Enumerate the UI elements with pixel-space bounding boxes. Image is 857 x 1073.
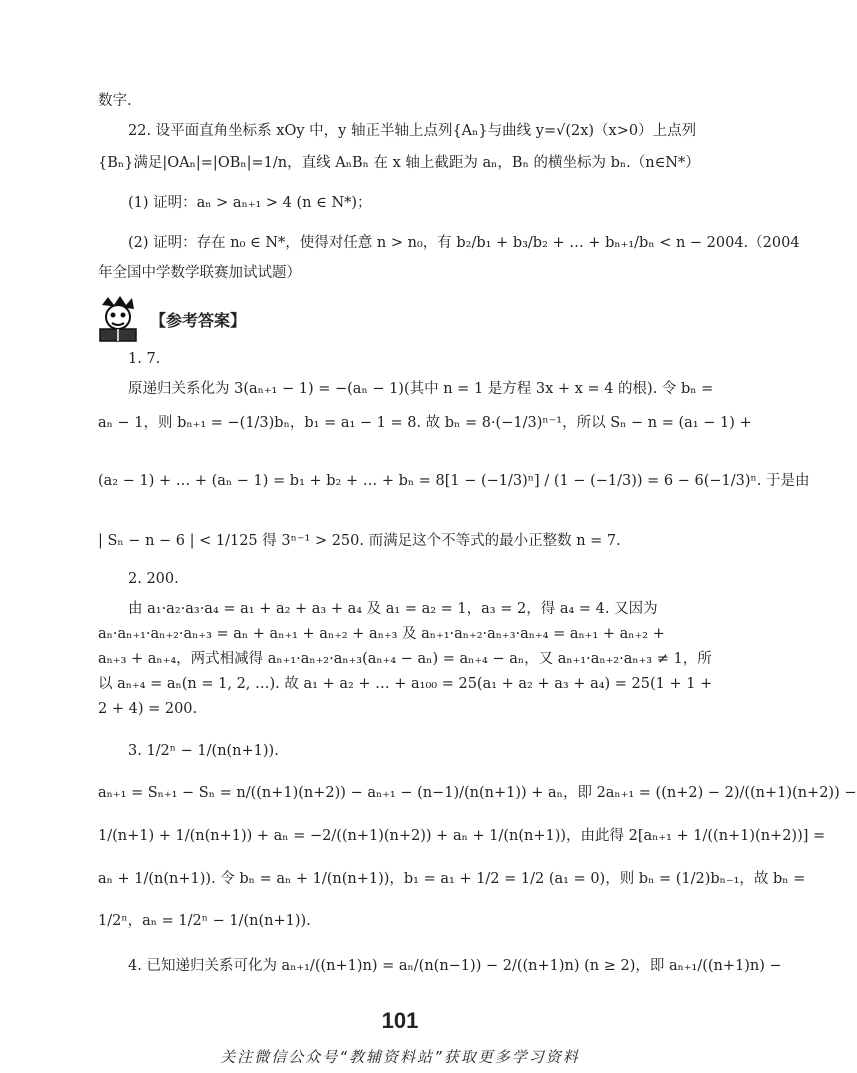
text-line: 数字. <box>98 93 132 109</box>
text-line: aₙ·aₙ₊₁·aₙ₊₂·aₙ₊₃ = aₙ + aₙ₊₁ + aₙ₊₂ + aₙ₊₃ 及 aₙ₊₁·aₙ₊₂·aₙ₊₃·aₙ₊₄ = aₙ₊₁ + aₙ₊₂ + <box>98 626 665 642</box>
text-line: aₙ + 1/(n(n+1)). 令 bₙ = aₙ + 1/(n(n+1))，b₁ = a₁ + 1/2 = 1/2 (a₁ = 0)，则 bₙ = (1/2)bₙ₋₁，故 bₙ = <box>98 871 806 887</box>
page-number: 101 <box>381 1008 419 1033</box>
text-line: aₙ₊₁ = Sₙ₊₁ − Sₙ = n/((n+1)(n+2)) − aₙ₊₁ − (n−1)/(n(n+1)) + aₙ，即 2aₙ₊₁ = ((n+2) − 2)/((n+1)(n+2)) − <box>98 785 857 801</box>
text-line: {Bₙ}满足|OAₙ|=|OBₙ|=1/n，直线 AₙBₙ 在 x 轴上截距为 aₙ，Bₙ 的横坐标为 bₙ.（n∈N*） <box>98 155 700 171</box>
text-line: 2 + 4) = 200. <box>98 701 198 717</box>
text-line: 年全国中学数学联赛加试试题） <box>98 265 301 281</box>
answer-4-line: 4. 已知递归关系可化为 aₙ₊₁/((n+1)n) = aₙ/(n(n−1)) − 2/((n+1)n) (n ≥ 2)，即 aₙ₊₁/((n+1)n) − <box>128 958 782 974</box>
answer-header-label: 【参考答案】 <box>150 310 247 330</box>
footer-watermark: 关注微信公众号“教辅资料站”获取更多学习资料 <box>220 1048 580 1066</box>
text-line: 由 a₁·a₂·a₃·a₄ = a₁ + a₂ + a₃ + a₄ 及 a₁ = a₂ = 1，a₃ = 2，得 a₄ = 4. 又因为 <box>128 601 658 617</box>
answer-2-line: 2. 200. <box>128 571 179 587</box>
text-line: (1) 证明：aₙ > aₙ₊₁ > 4 (n ∈ N*)； <box>128 195 372 211</box>
text-line: 1/2ⁿ，aₙ = 1/2ⁿ − 1/(n(n+1)). <box>98 913 311 929</box>
text-line: aₙ − 1，则 bₙ₊₁ = −(1/3)bₙ，b₁ = a₁ − 1 = 8. 故 bₙ = 8·(−1/3)ⁿ⁻¹，所以 Sₙ − n = (a₁ − 1) + <box>98 415 752 431</box>
problem-22-line: 22. 设平面直角坐标系 xOy 中，y 轴正半轴上点列{Aₙ}与曲线 y=√(2x)（x>0）上点列 <box>128 123 697 139</box>
text-line: 原递归关系化为 3(aₙ₊₁ − 1) = −(aₙ − 1)(其中 n = 1 是方程 3x + x = 4 的根). 令 bₙ = <box>128 381 714 397</box>
text-line: (2) 证明：存在 n₀ ∈ N*，使得对任意 n > n₀，有 b₂/b₁ + b₃/b₂ + … + bₙ₊₁/bₙ < n − 2004.（2004 <box>128 235 800 251</box>
answer-header <box>92 293 392 345</box>
reading-mascot-icon <box>92 293 144 345</box>
text-line: 1/(n+1) + 1/(n(n+1)) + aₙ = −2/((n+1)(n+2)) + aₙ + 1/(n(n+1))，由此得 2[aₙ₊₁ + 1/((n+1)(n+2))] = <box>98 828 826 844</box>
text-line: 以 aₙ₊₄ = aₙ(n = 1, 2, …). 故 a₁ + a₂ + … + a₁₀₀ = 25(a₁ + a₂ + a₃ + a₄) = 25(1 + 1 + <box>98 676 713 692</box>
answer-1-line: 1. 7. <box>128 351 161 367</box>
text-line: aₙ₊₃ + aₙ₊₄，两式相减得 aₙ₊₁·aₙ₊₂·aₙ₊₃(aₙ₊₄ − aₙ) = aₙ₊₄ − aₙ，又 aₙ₊₁·aₙ₊₂·aₙ₊₃ ≠ 1，所 <box>98 651 712 667</box>
text-line: | Sₙ − n − 6 | < 1/125 得 3ⁿ⁻¹ > 250. 而满足这个不等式的最小正整数 n = 7. <box>98 533 621 549</box>
text-line: (a₂ − 1) + … + (aₙ − 1) = b₁ + b₂ + … + bₙ = 8[1 − (−1/3)ⁿ] / (1 − (−1/3)) = 6 − 6(−1/3)ⁿ. 于是由 <box>98 473 810 489</box>
answer-3-line: 3. 1/2ⁿ − 1/(n(n+1)). <box>128 743 279 759</box>
